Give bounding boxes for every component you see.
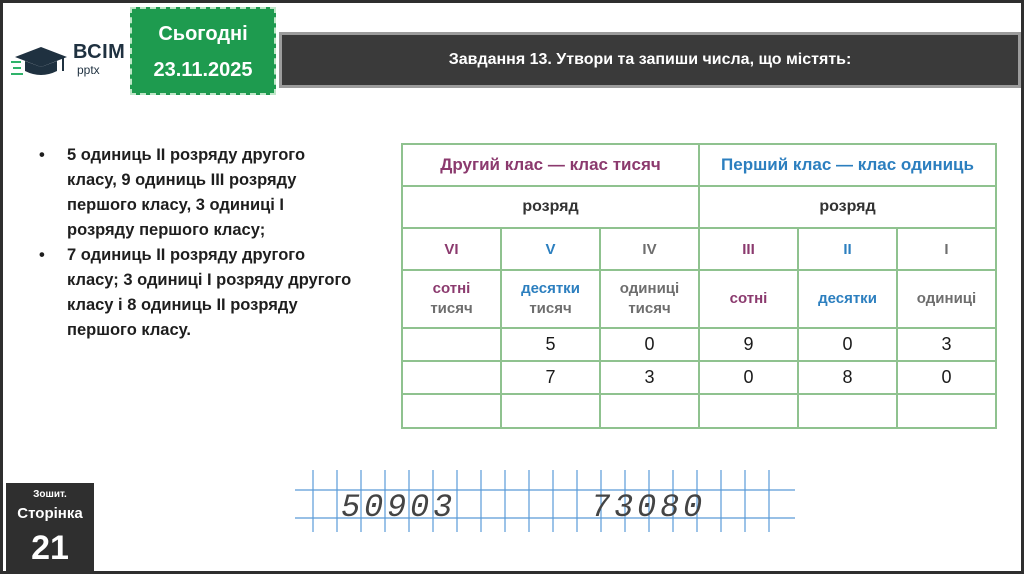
rank-roman: I: [897, 228, 996, 270]
digit-cell: 0: [897, 361, 996, 394]
page-label: Сторінка: [17, 505, 83, 522]
class-thousands-header: Другий клас — клас тисяч: [402, 144, 699, 186]
digit-cell: [402, 328, 501, 361]
digit-cell: 0: [798, 328, 897, 361]
rank-name: [501, 270, 600, 328]
logo-title: ВСІМ: [73, 41, 126, 63]
empty-cell: [402, 394, 501, 428]
digit-cell: 5: [501, 328, 600, 361]
task-title-bar: [279, 32, 1021, 88]
digit-cell: 3: [897, 328, 996, 361]
digit-cell: 0: [600, 328, 699, 361]
task-title: Завдання 13. Утвори та запиши числа, що містять:: [448, 51, 852, 68]
place-value-table: [401, 143, 997, 429]
digit-cell: 3: [600, 361, 699, 394]
notebook-number-1: 50903: [341, 489, 457, 526]
rank-name-line: сотні: [729, 290, 768, 307]
empty-cell: [600, 394, 699, 428]
rank-name-line: одиниці: [619, 280, 680, 297]
empty-cell: [798, 394, 897, 428]
table-row: [402, 361, 996, 394]
rank-name: [600, 270, 699, 328]
bullet-icon: •: [39, 146, 45, 164]
empty-cell: [699, 394, 798, 428]
digit-cell: 7: [501, 361, 600, 394]
page-number-box: [6, 483, 94, 574]
vsim-logo: [11, 41, 129, 81]
graduation-cap-icon: [11, 41, 71, 81]
empty-cell: [501, 394, 600, 428]
rank-label-units: розряд: [699, 186, 996, 228]
table-row: [402, 394, 996, 428]
page-number: 21: [31, 529, 69, 567]
rank-roman: II: [798, 228, 897, 270]
digit-cell: 0: [699, 361, 798, 394]
digit-cell: 9: [699, 328, 798, 361]
rank-name: [699, 270, 798, 328]
rank-roman: VI: [402, 228, 501, 270]
rank-name-line: одиниці: [916, 290, 977, 307]
bullet-text: 5 одиниць ІІ розряду другого класу, 9 одиниць ІІІ розряду першого класу, 3 одиниці І розряду першого класу;: [67, 146, 306, 239]
bullet-icon: •: [39, 246, 45, 264]
rank-name: [798, 270, 897, 328]
rank-name-line: тисяч: [628, 300, 671, 317]
rank-name: [402, 270, 501, 328]
notebook-label: Зошит.: [33, 489, 67, 500]
date-label: Сьогодні: [158, 23, 248, 45]
logo-subtitle: pptx: [77, 63, 100, 77]
notebook-number-2: 73080: [591, 489, 707, 526]
class-units-header: Перший клас — клас одиниць: [699, 144, 996, 186]
rank-roman: III: [699, 228, 798, 270]
rank-name-line: тисяч: [430, 300, 473, 317]
empty-cell: [897, 394, 996, 428]
rank-label-thousands: розряд: [402, 186, 699, 228]
bullet-text: 7 одиниць ІІ розряду другого класу; 3 одиниці І розряду другого класу і 8 одиниць ІІ розряду першого класу.: [67, 246, 352, 339]
rank-roman: IV: [600, 228, 699, 270]
digit-cell: [402, 361, 501, 394]
date-value: 23.11.2025: [153, 59, 253, 81]
rank-name-line: тисяч: [529, 300, 572, 317]
bullet-list: [35, 143, 355, 343]
rank-name: [897, 270, 996, 328]
digit-cell: 8: [798, 361, 897, 394]
rank-name-line: десятки: [818, 290, 877, 307]
rank-name-line: сотні: [432, 280, 471, 297]
slide: [3, 3, 1021, 571]
list-item: [35, 143, 355, 243]
rank-roman: V: [501, 228, 600, 270]
table-row: [402, 328, 996, 361]
date-badge: [130, 7, 276, 95]
list-item: [35, 243, 355, 343]
rank-name-line: десятки: [521, 280, 580, 297]
notebook-grid: [295, 470, 795, 532]
